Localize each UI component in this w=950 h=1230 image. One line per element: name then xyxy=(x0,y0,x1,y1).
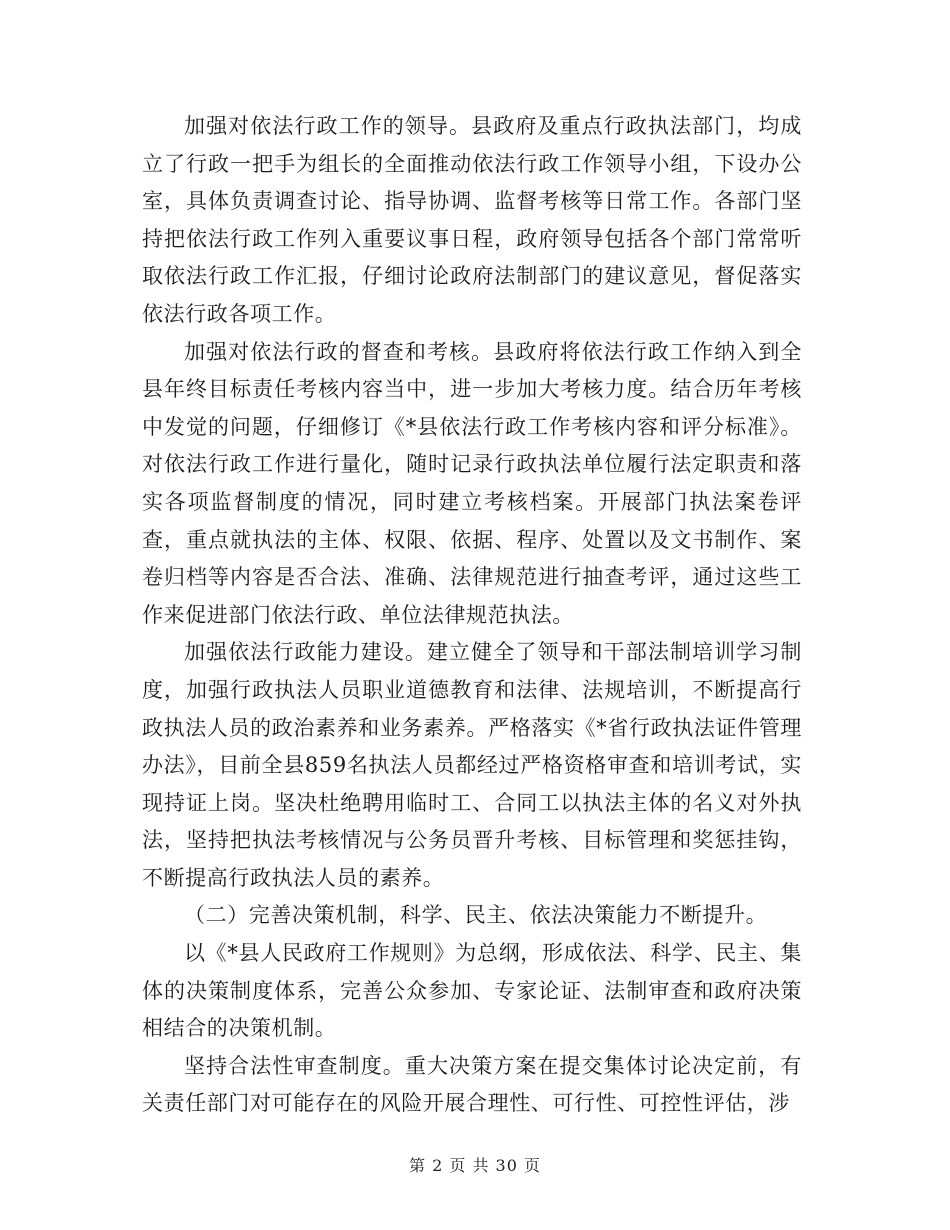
page-footer: 第 2 页 共 30 页 xyxy=(409,1156,541,1175)
paragraph-supervision: 加强对依法行政的督查和考核。县政府将依法行政工作纳入到全县年终目标责任考核内容当中，进一步加大考核力度。结合历年考核中发觉的问题，仔细修订《*县依法行政工作考核内容和评分标准》。对依法行政工作进行量化，随时记录行政执法单位履行法定职责和落实各项监督制度的情况，同时建立考核档案。开展部门执法案卷评查，重点就执法的主体、权限、依据、程序、处置以及文书制作、案卷归档等内容是否合法、准确、法律规范进行抽查考评，通过这些工作来促进部门依法行政、单位法律规范执法。 xyxy=(142,339,802,627)
document-body xyxy=(142,108,802,1123)
section-heading: （二）完善决策机制，科学、民主、依法决策能力不断提升。 xyxy=(184,903,768,928)
paragraph-capacity: 加强依法行政能力建设。建立健全了领导和干部法制培训学习制度，加强行政执法人员职业道德教育和法律、法规培训，不断提高行政执法人员的政治素养和业务素养。严格落实《*省行政执法证件管理办法》，目前全县859名执法人员都经过严格资格审查和培训考试，实现持证上岗。坚决杜绝聘用临时工、合同工以执法主体的名义对外执法，坚持把执法考核情况与公务员晋升考核、目标管理和奖惩挂钩，不断提高行政执法人员的素养。 xyxy=(142,640,802,890)
paragraph-legality-review: 坚持合法性审查制度。重大决策方案在提交集体讨论决定前，有关责任部门对可能存在的风险开展合理性、可行性、可控性评估，涉 xyxy=(142,1053,802,1116)
paragraph-decision-system: 以《*县人民政府工作规则》为总纲，形成依法、科学、民主、集体的决策制度体系，完善公众参加、专家论证、法制审查和政府决策相结合的决策机制。 xyxy=(142,941,802,1041)
paragraph-leadership: 加强对依法行政工作的领导。县政府及重点行政执法部门，均成立了行政一把手为组长的全面推动依法行政工作领导小组，下设办公室，具体负责调查讨论、指导协调、监督考核等日常工作。各部门坚持把依法行政工作列入重要议事日程，政府领导包括各个部门常常听取依法行政工作汇报，仔细讨论政府法制部门的建议意见，督促落实依法行政各项工作。 xyxy=(142,114,802,326)
